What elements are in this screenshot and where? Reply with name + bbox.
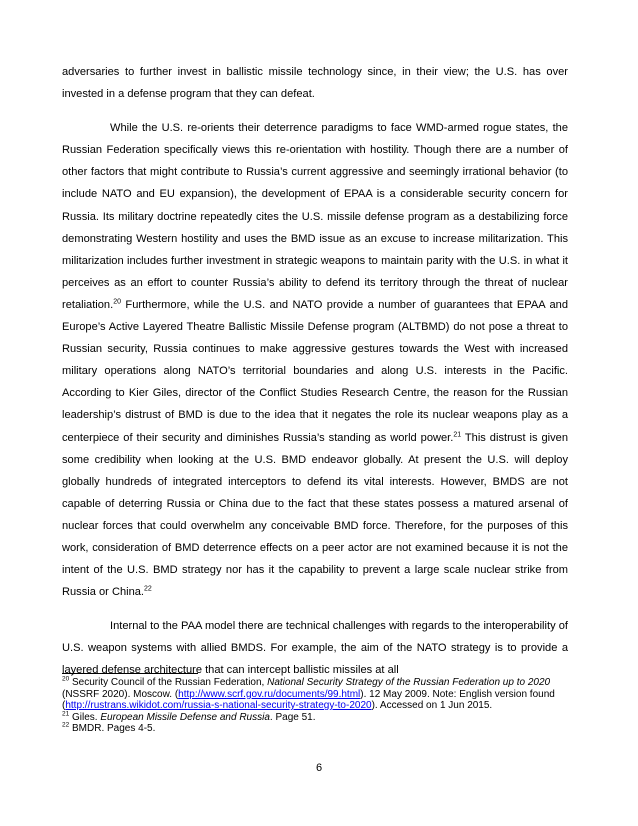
paragraph-russia-part-c: This distrust is given some credibility when looking at the U.S. BMD endeavor globally. At present the U.S. will deploy globally hundreds of integrated interceptors to defend its vital interests. However, BMDS are not capable of deterring Russia or China due to the fact that these states possess a matured arsenal of nuclear forces that could overwhelm any conceivable BMD force. Therefore, for the purposes of this work, consideration of BMD deterrence effects on a peer actor are not examined because it is not the intent of the U.S. BMD strategy nor has it the capability to prevent a large scale nuclear strike from Russia or China. (62, 431, 568, 599)
footnote-text: Security Council of the Russian Federation, (69, 677, 268, 688)
footnote-number: 21 (62, 710, 70, 718)
document-body (62, 61, 568, 682)
paragraph-russia-part-a: While the U.S. re-orients their deterrence paradigms to face WMD-armed rogue states, the Russian Federation specifically views this re-orientation with hostility. Though there are a number of other factors that might contribute to Russia’s current aggressive and seemingly irrational behavior (to include NATO and EU expansion), the development of EPAA is a considerable security concern for Russia. Its military doctrine repeatedly cites the U.S. missile defense program as a destabilizing force demonstrating Western hostility and uses the BMD issue as an excuse to increase militarization. This militarization includes further investment in strategic weapons to maintain parity with the U.S. in what it perceives as an effort to counter Russia’s ability to defend its territory through the threat of nuclear retaliation. (62, 122, 568, 311)
footnote-ref-20[interactable]: 20 (113, 298, 121, 306)
footnote-21 (62, 712, 568, 724)
footnote-text: Giles. (69, 711, 101, 723)
footnote-ref-21[interactable]: 21 (453, 430, 462, 438)
footnote-link-rustrans[interactable]: http://rustrans.wikidot.com/russia-s-national-security-strategy-to-2020 (65, 700, 372, 712)
footnote-20 (62, 677, 568, 712)
footnote-text: BMDR. Pages 4-5. (69, 723, 156, 735)
footnote-title: European Missile Defense and Russia (100, 711, 270, 723)
footnote-title: National Security Strategy of the Russian Federation up to 2020 (267, 677, 551, 688)
paragraph-russia (62, 117, 568, 603)
footnote-text: ). Accessed on 1 Jun 2015. (371, 700, 493, 712)
footnote-text: (NSSRF 2020). Moscow. ( (62, 688, 179, 700)
footnote-link-scrf[interactable]: http://www.scrf.gov.ru/documents/99.html (178, 688, 361, 700)
page-number: 6 (315, 762, 323, 774)
footnote-number: 22 (62, 722, 70, 730)
footnote-text: . Page 51. (269, 711, 316, 723)
paragraph-continuation: adversaries to further invest in ballistic missile technology since, in their view; the U.S. has over invested in a defense program that they can defeat. (62, 66, 568, 101)
footnotes (62, 677, 568, 735)
footnote-number: 20 (62, 675, 70, 683)
footnote-ref-22[interactable]: 22 (144, 585, 152, 593)
paragraph-paa: Internal to the PAA model there are technical challenges with regards to the interoperability of U.S. weapon systems with allied BMDS. For example, the aim of the NATO strategy is to provide a layered defense architecture that can intercept ballistic missiles at all (62, 620, 568, 677)
footnote-22 (62, 723, 568, 735)
footnote-separator (62, 673, 198, 674)
paragraph-russia-part-b: Furthermore, while the U.S. and NATO provide a number of guarantees that EPAA and Europe’s Active Layered Theatre Ballistic Missile Defense program (ALTBMD) do not pose a threat to Russian security, Russia continues to make aggressive gestures towards the West with increased military operations along NATO’s territorial boundaries and along U.S. interests in the Pacific. According to Kier Giles, director of the Conflict Studies Research Centre, the reason for the Russian leadership’s distrust of BMD is due to the idea that it negates the role its nuclear weapons play as a centerpiece of their security and diminishes Russia’s standing as world power. (62, 298, 568, 444)
footnote-text: ). 12 May 2009. Note: English version found ( (62, 688, 555, 712)
